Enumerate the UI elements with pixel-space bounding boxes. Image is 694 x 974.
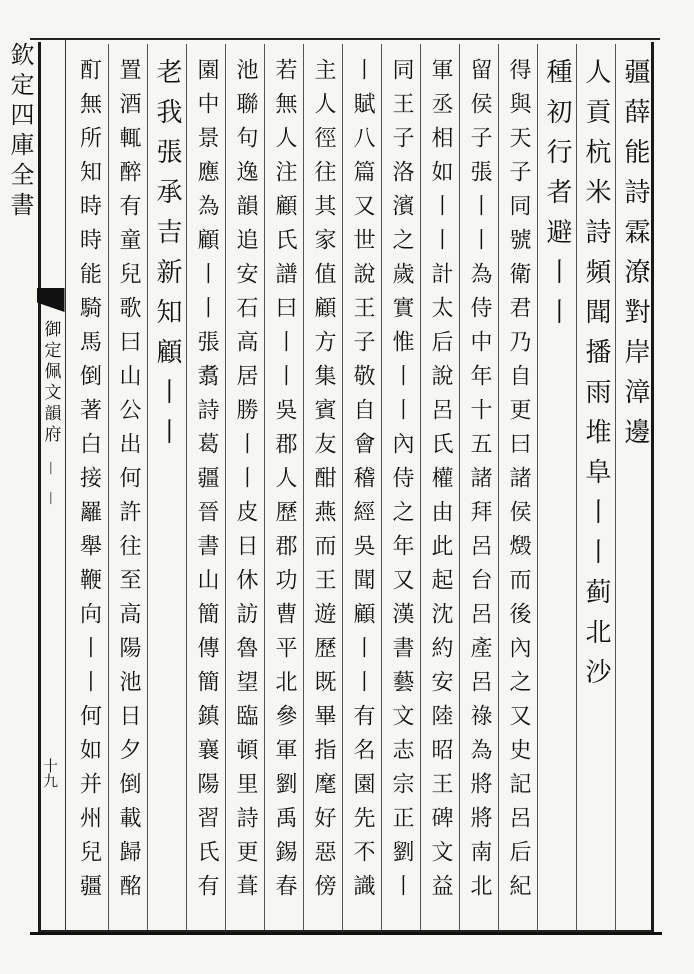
column-text: 池聯句逸韻追安石高居勝丨丨皮日休訪魯望臨頓里詩更葺: [233, 58, 258, 908]
center-fold-column: [36, 40, 66, 932]
column-text: 園中景應為顧丨丨張翥詩葛疆晉書山簡傳簡鎮襄陽習氏有: [194, 58, 219, 908]
column-text: 人貢杭米詩頻聞播雨堆阜丨丨蓟北沙: [581, 58, 611, 698]
column-text: 留侯子張丨丨為侍中年十五諸拜呂台呂產呂祿為將將南北: [467, 58, 492, 908]
spine-title: 欽定四庫全書: [6, 42, 34, 222]
text-column: [303, 44, 342, 930]
text-column: [264, 44, 303, 930]
column-text: 若無人注顧氏譜曰丨丨吳郡人歷郡功曹平北參軍劉禹錫春: [272, 58, 297, 908]
column-text: 同王子洛濱之歲實惟丨丨內侍之年又漢書藝文志宗正劉丨: [389, 58, 414, 908]
text-column: [537, 44, 576, 930]
bottom-border: [30, 932, 662, 935]
text-column: [615, 44, 654, 930]
text-column: [147, 44, 186, 930]
text-column: [225, 44, 264, 930]
text-columns: [66, 44, 654, 930]
book-title: 御定佩文韻府: [40, 320, 61, 446]
column-text: 老我張承吉新知顧丨丨: [152, 58, 182, 458]
text-column: [420, 44, 459, 930]
column-text: 軍丞相如丨丨計太后說呂氏權由此起沈約安陸昭王碑文益: [428, 58, 453, 908]
column-text: 種初行者避丨丨: [542, 58, 572, 338]
text-column: [186, 44, 225, 930]
column-text: 置酒輒醉有童兒歌曰山公出何許往至高陽池日夕倒載歸酩: [116, 58, 141, 908]
page-number: 十九: [41, 758, 59, 788]
text-column: [108, 44, 147, 930]
text-column: [381, 44, 420, 930]
text-column: [342, 44, 381, 930]
column-text: 主人徑往其家值顧方集賓友酣燕而王遊歷既畢指麾好惡傍: [311, 58, 336, 908]
juan-marker: －: [41, 460, 60, 477]
spine-margin: [2, 36, 38, 936]
column-text: 得與天子同號衛君乃自更曰諸侯燬而後內之又史記呂后紀: [506, 58, 531, 908]
juan-marker-2: －: [41, 490, 60, 507]
fishtail-mark: [37, 288, 65, 312]
text-column: [69, 44, 108, 930]
text-column: [498, 44, 537, 930]
text-column: [459, 44, 498, 930]
column-text: 酊無所知時時能騎馬倒著白接䍦舉鞭向丨丨何如并州兒疆: [76, 58, 102, 908]
column-text: 丨賦八篇又世說王子敬自會稽經吳聞顧丨丨有名園先不識: [350, 58, 375, 908]
column-text: 疆薛能詩霖潦對岸漳邊: [620, 58, 650, 458]
top-border: [30, 38, 660, 40]
text-column: [576, 44, 615, 930]
